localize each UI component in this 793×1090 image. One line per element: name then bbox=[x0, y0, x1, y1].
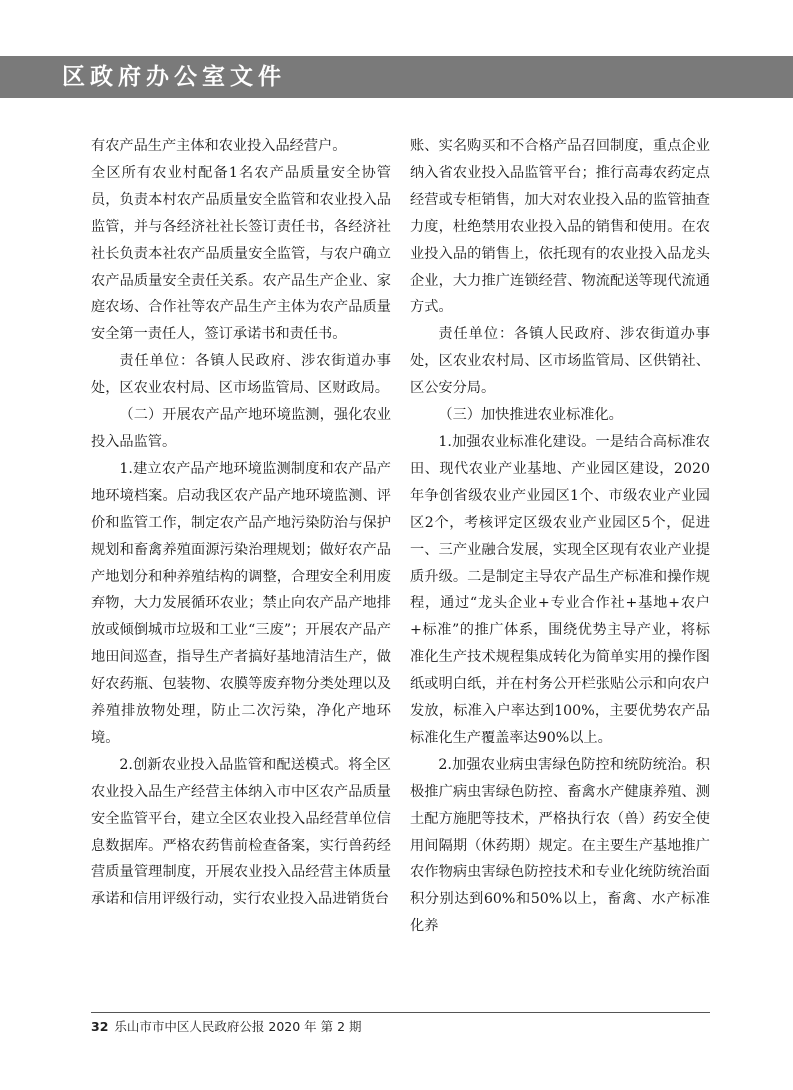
header-title: 区政府办公室文件 bbox=[62, 64, 286, 90]
paragraph: 有农产品生产主体和农业投入品经营户。 bbox=[91, 138, 347, 154]
left-column bbox=[91, 133, 391, 913]
paragraph: 1.建立农产品产地环境监测制度和农产品产地环境档案。启动我区农产品产地环境监测、评价和监管工作，制定农产品产地污染防治与保护规划和畜禽养殖面源污染治理规划；做好农产品产地划分和种养殖结构的调整，合理安全利用废弃物，大力发展循环农业；禁止向农产品产地排放或倾倒城市垃圾和工业“三废”；开展农产品产地田间巡查，指导生产者搞好基地清洁生产，做好农药瓶、包装物、农膜等废弃物分类处理以及养殖排放物处理，防止二次污染，净化产地环境。 bbox=[91, 460, 391, 746]
right-column bbox=[410, 133, 710, 940]
page-number: 32 bbox=[91, 1019, 109, 1034]
paragraph: 2.创新农业投入品监管和配送模式。将全区农业投入品生产经营主体纳入市中区农产品质量安全监管平台，建立全区农业投入品经营单位信息数据库。严格农药售前检查备案，实行兽药经营质量管理制度，开展农业投入品经营主体质量承诺和信用评级行动，实行农业投入品进销货台 bbox=[91, 756, 391, 908]
footer-divider bbox=[91, 1012, 710, 1013]
paragraph: 责任单位：各镇人民政府、涉农街道办事处，区农业农村局、区市场监管局、区供销社、区公安分局。 bbox=[410, 326, 710, 397]
footer bbox=[91, 1018, 362, 1036]
section-heading: （二）开展农产品产地环境监测，强化农业投入品监管。 bbox=[91, 407, 391, 450]
paragraph: 责任单位：各镇人民政府、涉农街道办事处，区农业农村局、区市场监管局、区财政局。 bbox=[91, 353, 391, 397]
publication-title: 乐山市市中区人民政府公报 2020 年 第 2 期 bbox=[114, 1019, 362, 1034]
paragraph: 全区所有农业村配备1名农产品质量安全协管员，负责本村农产品质量安全监管和农业投入品监管，并与各经济社社长签订责任书，各经济社社长负责本社农产品质量安全监管，与农户确立农产品质量安全责任关系。农产品生产企业、家庭农场、合作社等农产品生产主体为农产品质量安全第一责任人，签订承诺书和责任书。 bbox=[91, 164, 391, 343]
paragraph: 账、实名购买和不合格产品召回制度，重点企业纳入省农业投入品监管平台；推行高毒农药定点经营或专柜销售，加大对农业投入品的监管抽查力度，杜绝禁用农业投入品的销售和使用。在农业投入品的销售上，依托现有的农业投入品龙头企业，大力推广连锁经营、物流配送等现代流通方式。 bbox=[410, 138, 710, 316]
paragraph: 1.加强农业标准化建设。一是结合高标准农田、现代农业产业基地、产业园区建设，2020年争创省级农业产业园区1个、市级农业产业园区2个，考核评定区级农业产业园区5个，促进一、三产业融合发展，实现全区现有农业产业提质升级。二是制定主导农产品生产标准和操作规程，通过“龙头企业+专业合作社+基地+农户+标准”的推广体系，围绕优势主导产业，将标准化生产技术规程集成转化为简单实用的操作图纸或明白纸，并在村务公开栏张贴公示和向农户发放，标准入户率达到100%，主要优势农产品标准化生产覆盖率达90%以上。 bbox=[410, 433, 710, 746]
header-band bbox=[0, 56, 793, 98]
section-heading: （三）加快推进农业标准化。 bbox=[438, 407, 623, 424]
paragraph: 2.加强农业病虫害绿色防控和统防统治。积极推广病虫害绿色防控、畜禽水产健康养殖、测土配方施肥等技术，严格执行农（兽）药安全使用间隔期（休药期）规定。在主要生产基地推广农作物病虫害绿色防控技术和专业化统防统治面积分别达到60%和50%以上，畜禽、水产标准化养 bbox=[410, 756, 710, 935]
